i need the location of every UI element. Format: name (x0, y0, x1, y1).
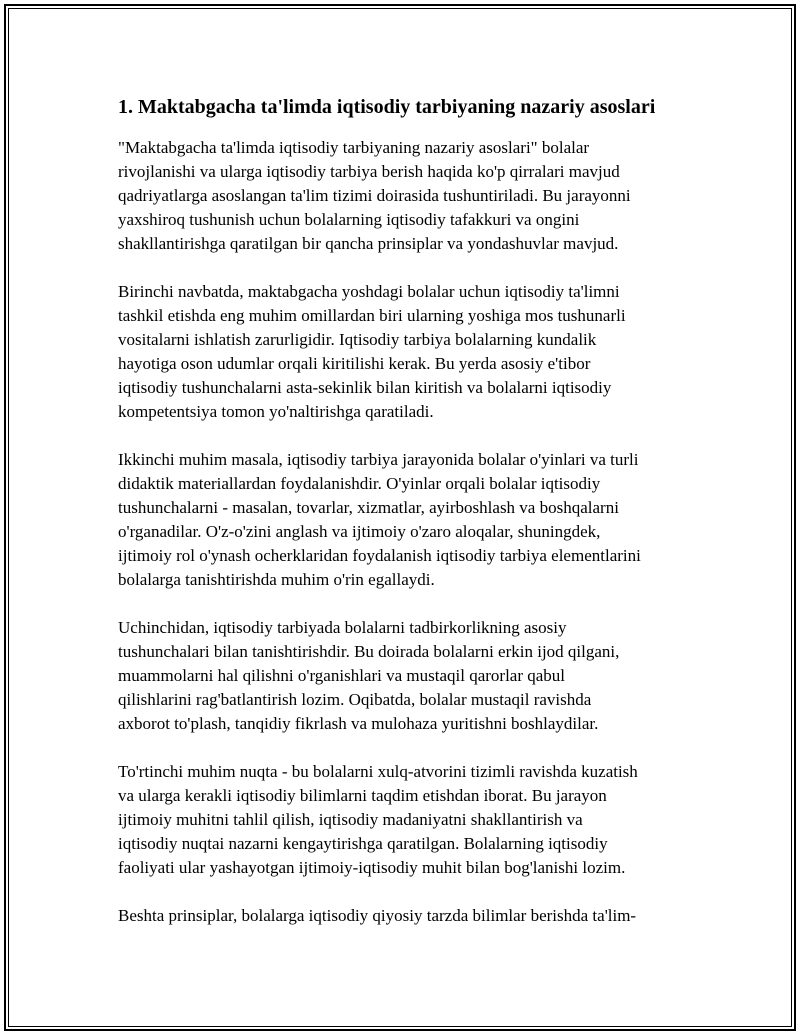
paragraph-1: "Maktabgacha ta'limda iqtisodiy tarbiyaning nazariy asoslari" bolalar rivojlanishi va ularga iqtisodiy tarbiya berish haqida ko'p qirralari mavjud qadriyatlarga asoslangan ta'lim tizimi doirasida tushuntiriladi. Bu jarayonni yaxshiroq tushunish uchun bolalarning iqtisodiy tafakkuri va ongini shakllantirishga qaratilgan bir qancha prinsiplar va yondashuvlar mavjud. (118, 138, 631, 253)
paragraph-3: Ikkinchi muhim masala, iqtisodiy tarbiya jarayonida bolalar o'yinlari va turli didaktik materiallardan foydalanishdir. O'yinlar orqali bolalar iqtisodiy tushunchalarni - masalan, tovarlar, xizmatlar, ayirboshlash va boshqalarni o'rganadilar. O'z-o'zini anglash va ijtimoiy o'zaro aloqalar, shuningdek, ijtimoiy rol o'ynash ocherklaridan foydalanish iqtisodiy tarbiya elementlarini bolalarga tanishtirishda muhim o'rin egallaydi. (118, 450, 641, 589)
paragraph-6: Beshta prinsiplar, bolalarga iqtisodiy qiyosiy tarzda bilimlar berishda ta'lim- (118, 906, 637, 925)
document-body (118, 92, 690, 952)
paragraph-5: To'rtinchi muhim nuqta - bu bolalarni xulq-atvorini tizimli ravishda kuzatish va ularga kerakli iqtisodiy bilimlarni taqdim etishdan iborat. Bu jarayon ijtimoiy muhitni tahlil qilish, iqtisodiy madaniyatni shakllantirish va iqtisodiy nuqtai nazarni kengaytirishga qaratilgan. Bolalarning iqtisodiy faoliyati ular yashayotgan ijtimoiy-iqtisodiy muhit bilan bog'lanishi lozim. (118, 762, 638, 877)
paragraph-2: Birinchi navbatda, maktabgacha yoshdagi bolalar uchun iqtisodiy ta'limni tashkil etishda eng muhim omillardan biri ularning yoshiga mos tushunarli vositalarni ishlatish zarurligidir. Iqtisodiy tarbiya bolalarning kundalik hayotiga oson udumlar orqali kiritilishi kerak. Bu yerda asosiy e'tibor iqtisodiy tushunchalarni asta-sekinlik bilan kiritish va bolalarni iqtisodiy kompetentsiya tomon yo'naltirishga qaratiladi. (118, 282, 626, 421)
paragraph-4: Uchinchidan, iqtisodiy tarbiyada bolalarni tadbirkorlikning asosiy tushunchalari bilan tanishtirishdir. Bu doirada bolalarni erkin ijod qilgani, muammolarni hal qilishni o'rganishlari va mustaqil qarorlar qabul qilishlarini rag'batlantirish lozim. Oqibatda, bolalar mustaqil ravishda axborot to'plash, tanqidiy fikrlash va mulohaza yuritishni boshlaydilar. (118, 618, 620, 733)
section-heading: 1. Maktabgacha ta'limda iqtisodiy tarbiyaning nazariy asoslari (118, 96, 656, 118)
